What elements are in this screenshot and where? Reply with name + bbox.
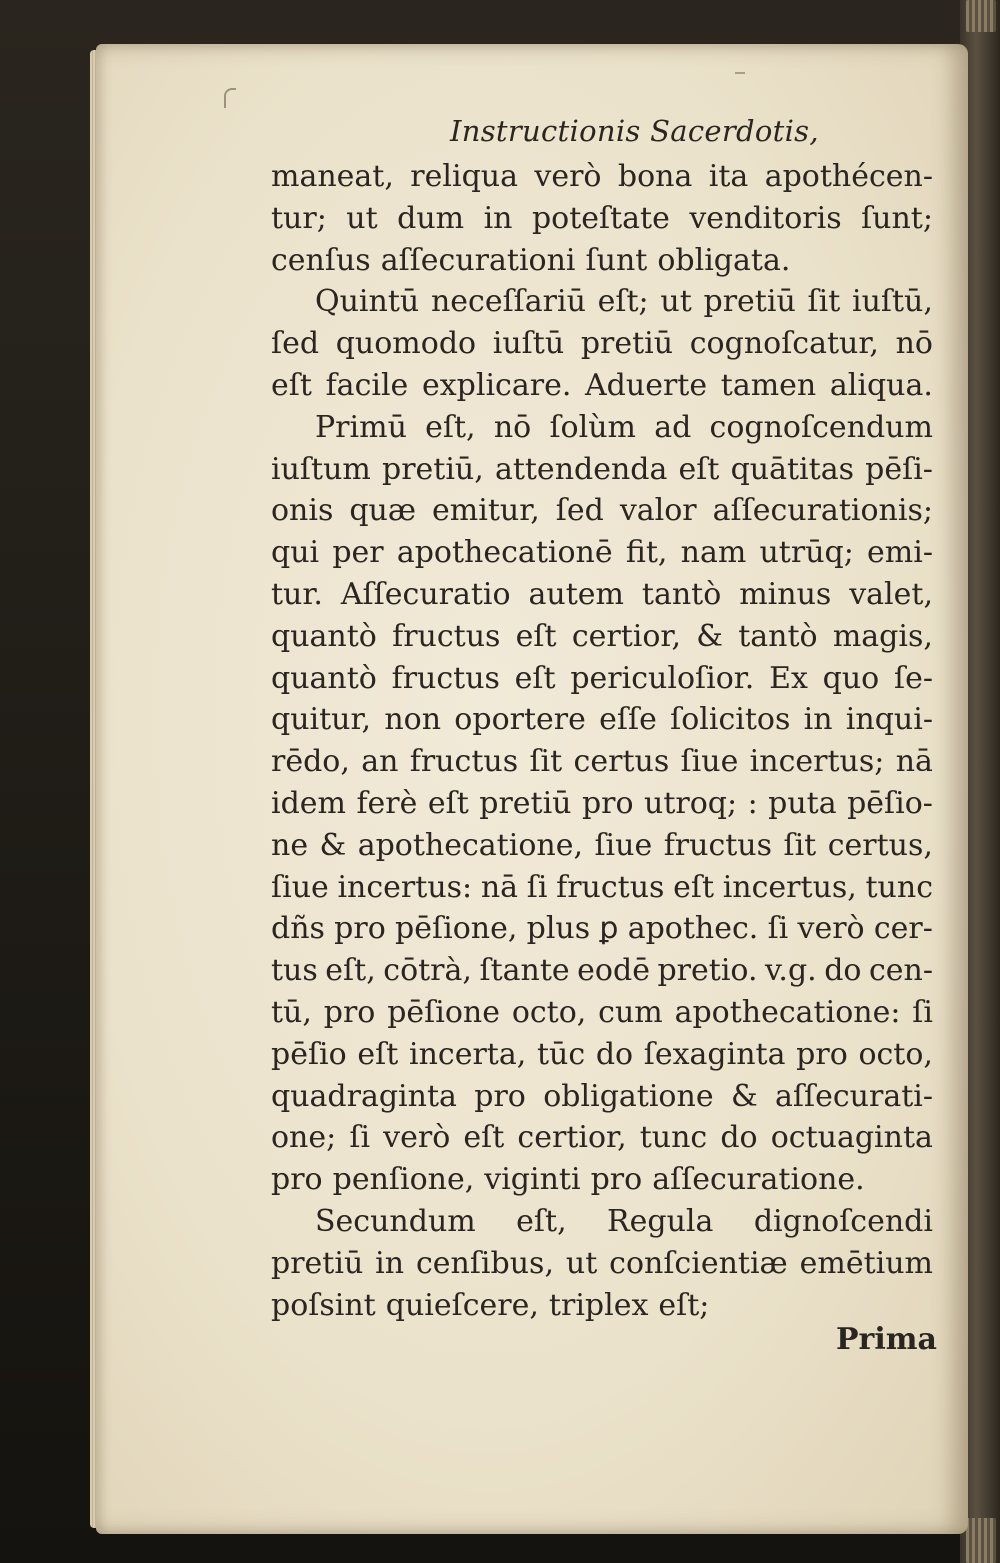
word: in xyxy=(375,1245,405,1281)
word: pro xyxy=(323,994,376,1030)
word: ſolicitos xyxy=(670,702,791,738)
word: cognoſcatur, xyxy=(689,326,879,362)
word: cōtrà, xyxy=(383,953,472,989)
word: cer- xyxy=(873,911,933,947)
word: Regula xyxy=(607,1203,714,1239)
word: ſit xyxy=(529,744,563,780)
word: pro xyxy=(474,1078,526,1114)
word: facile xyxy=(325,367,409,403)
word: ſiue xyxy=(594,827,653,863)
word: eſt xyxy=(514,660,556,696)
word: pretiū, xyxy=(381,451,484,487)
word: Aſſecuratio xyxy=(340,576,511,612)
word: onis xyxy=(271,493,334,529)
word: inqui- xyxy=(845,702,933,738)
word: ut xyxy=(346,200,378,236)
word: octo, xyxy=(858,1036,933,1072)
word: Secundum xyxy=(315,1203,476,1239)
word: ad xyxy=(654,409,692,445)
text-line xyxy=(271,490,933,532)
word: verò xyxy=(797,911,865,947)
word: Aduerte xyxy=(585,367,708,403)
word: eſt, xyxy=(325,953,376,989)
word: oportere xyxy=(454,702,586,738)
word: apothec. xyxy=(627,911,759,947)
word: Ex xyxy=(769,660,808,696)
word: quantò xyxy=(271,660,377,696)
word: per xyxy=(332,535,384,571)
word: pro xyxy=(796,1036,848,1072)
word: eſt xyxy=(463,1120,505,1156)
word: tantò xyxy=(641,576,722,612)
word: ſed xyxy=(271,326,320,362)
word: pro xyxy=(334,911,386,947)
word: octuaginta xyxy=(770,1120,933,1156)
word: eodē xyxy=(577,953,650,989)
word: ſunt; xyxy=(861,200,933,236)
word: non xyxy=(384,702,442,738)
word: incerta, xyxy=(408,1036,527,1072)
word: one; xyxy=(271,1120,337,1156)
text-line xyxy=(271,365,933,407)
word: plus xyxy=(526,911,591,947)
word: cognoſcendum xyxy=(709,409,933,445)
word: ſit xyxy=(807,284,841,320)
word: ſtante xyxy=(479,953,570,989)
word: pretio. xyxy=(657,953,758,989)
word: nā xyxy=(895,744,933,780)
word: eſt, xyxy=(425,409,476,445)
word: an xyxy=(361,744,399,780)
word: eſt xyxy=(673,869,715,905)
page-mark-top-left xyxy=(224,88,236,108)
word: aſſecuratione. xyxy=(652,1162,865,1198)
word: eſt xyxy=(427,785,469,821)
word: eſt xyxy=(357,1036,399,1072)
binding-tie-bottom xyxy=(966,1518,996,1563)
word: bona xyxy=(617,159,693,194)
word: do xyxy=(824,953,862,989)
word: utrūq; xyxy=(759,535,854,571)
word: nā xyxy=(480,869,519,905)
word: apothecationē xyxy=(396,535,613,571)
word: magis, xyxy=(832,618,933,654)
text-line xyxy=(271,1285,933,1327)
word: octo, xyxy=(511,994,587,1030)
word: certus, xyxy=(827,827,933,863)
word: valet, xyxy=(849,576,933,612)
word: ſunt xyxy=(585,242,648,278)
text-line xyxy=(271,281,933,323)
word: neceſſariū xyxy=(430,284,586,320)
word: ſi xyxy=(912,994,933,1030)
word: cenſus xyxy=(271,242,371,278)
word: dñs xyxy=(271,911,325,947)
text-line xyxy=(271,1076,933,1118)
text-line xyxy=(271,1159,933,1201)
word: tus xyxy=(271,953,318,989)
word: v.g. xyxy=(765,953,817,989)
word: tantò xyxy=(738,618,818,654)
text-line xyxy=(271,1243,933,1285)
word: ne xyxy=(271,827,309,863)
word: certior, xyxy=(517,1120,627,1156)
word: tur; xyxy=(271,200,327,236)
text-line xyxy=(271,658,933,700)
word: & xyxy=(696,618,723,654)
word: & xyxy=(730,1078,758,1114)
word: verò xyxy=(383,1120,451,1156)
word: tamen xyxy=(720,367,817,403)
word: penſione, xyxy=(332,1162,475,1198)
word: do xyxy=(720,1120,758,1156)
word: quomodo xyxy=(335,326,477,362)
word: pēſio- xyxy=(847,785,933,821)
word: ſi xyxy=(767,911,789,947)
text-line xyxy=(271,699,933,741)
word: poteſtate xyxy=(531,200,670,236)
word: reliqua xyxy=(410,159,518,194)
word: eſt xyxy=(678,451,720,487)
text-line xyxy=(271,323,933,365)
word: : xyxy=(747,785,758,821)
word: autem xyxy=(528,576,624,612)
word: pretiū xyxy=(271,1245,364,1281)
word: aſſecurationi xyxy=(380,242,576,278)
word: ſexaginta xyxy=(643,1036,786,1072)
word: valor xyxy=(619,493,697,529)
word: aſſecurati- xyxy=(775,1078,933,1114)
word: conſcientiæ xyxy=(609,1245,788,1281)
word: nō xyxy=(895,326,933,362)
text-line xyxy=(271,1201,933,1243)
word: tunc xyxy=(865,869,933,905)
text-line xyxy=(271,449,933,491)
word: explicare. xyxy=(421,367,572,403)
text-line xyxy=(271,741,933,783)
word: fructus xyxy=(391,660,500,696)
word: pretiū xyxy=(479,785,572,821)
word: rēdo, xyxy=(271,744,350,780)
word: obligata. xyxy=(657,242,791,278)
word: cum xyxy=(598,994,663,1030)
word: ſolùm xyxy=(549,409,636,445)
word: fructus xyxy=(556,869,665,905)
running-head: Instructionis Sacerdotis, xyxy=(450,114,819,148)
word: quæ xyxy=(349,493,417,529)
word: fit, xyxy=(625,535,668,571)
word: quadraginta xyxy=(271,1078,457,1114)
word: dignoſcendi xyxy=(753,1203,933,1239)
word: pēſio xyxy=(271,1036,347,1072)
word: periculoſior. xyxy=(570,660,755,696)
word: iuſtum xyxy=(271,451,371,487)
word: pretiū xyxy=(580,326,674,362)
text-line xyxy=(271,574,933,616)
word: pro xyxy=(581,785,634,821)
word: tur. xyxy=(271,576,323,612)
word: pēſi- xyxy=(865,451,933,487)
text-line xyxy=(271,240,933,282)
word: quātitas xyxy=(730,451,854,487)
text-line xyxy=(271,783,933,825)
word: obligatione xyxy=(543,1078,714,1114)
word: ut xyxy=(565,1245,598,1281)
word: ſit xyxy=(783,827,817,863)
word: eſt; xyxy=(597,284,649,320)
word: aſſecurationis; xyxy=(712,493,933,529)
word: poſsint xyxy=(271,1287,376,1323)
word: minus xyxy=(739,576,832,612)
word: nam xyxy=(680,535,747,571)
word: fructus xyxy=(392,618,501,654)
word: tunc xyxy=(639,1120,708,1156)
word: quantò xyxy=(271,618,377,654)
text-line xyxy=(271,156,933,198)
word: pretiū xyxy=(703,284,796,320)
word: emētium xyxy=(799,1245,933,1281)
word: certus xyxy=(573,744,670,780)
word: venditoris xyxy=(689,200,842,236)
word: quieſcere, xyxy=(385,1287,539,1323)
word: apothecatione: xyxy=(674,994,901,1030)
word: ſi xyxy=(526,869,548,905)
word: emitur, xyxy=(432,493,540,529)
word: nō xyxy=(493,409,532,445)
word: dum xyxy=(397,200,465,236)
word: pēſione, xyxy=(395,911,518,947)
word: ſiue xyxy=(680,744,739,780)
text-line xyxy=(271,1034,933,1076)
text-line xyxy=(271,825,933,867)
word: qui xyxy=(271,535,320,571)
text-line xyxy=(271,407,933,449)
word: puta xyxy=(768,785,837,821)
word: apothécen- xyxy=(764,159,933,194)
text-line xyxy=(271,616,933,658)
word: fructus xyxy=(409,744,519,780)
word: pro xyxy=(590,1162,643,1198)
word: ut xyxy=(660,284,692,320)
word: pro xyxy=(271,1162,323,1198)
word: eſt, xyxy=(516,1203,567,1239)
text-line xyxy=(271,950,933,992)
word: ꝑ xyxy=(599,911,619,947)
word: quitur, xyxy=(271,702,372,738)
text-line xyxy=(271,1117,933,1159)
word: viginti xyxy=(484,1162,581,1198)
word: triplex xyxy=(548,1287,649,1323)
word: eſſe xyxy=(599,702,657,738)
binding-tie-top xyxy=(966,0,996,32)
text-line xyxy=(271,908,933,950)
word: ſi xyxy=(349,1120,371,1156)
word: ſiue xyxy=(271,869,329,905)
text-line xyxy=(271,992,933,1034)
catchword: Prima xyxy=(836,1322,937,1357)
word: Primū xyxy=(315,409,407,445)
word: emi- xyxy=(867,535,933,571)
word: eſt; xyxy=(658,1287,710,1323)
word: fructus xyxy=(663,827,773,863)
word: apothecatione, xyxy=(357,827,583,863)
text-line xyxy=(271,198,933,240)
word: iuſtū xyxy=(492,326,565,362)
word: ſe- xyxy=(893,660,933,696)
word: tūc xyxy=(536,1036,586,1072)
word: ita xyxy=(708,159,749,194)
word: pēſione xyxy=(387,994,500,1030)
text-line xyxy=(271,532,933,574)
word: cenſibus, xyxy=(415,1245,554,1281)
word: incertus; xyxy=(749,744,885,780)
text-line xyxy=(271,867,933,909)
word: idem xyxy=(271,785,346,821)
body-text xyxy=(271,156,933,1326)
word: incertus, xyxy=(722,869,857,905)
word: & xyxy=(319,827,347,863)
word: eſt xyxy=(515,618,557,654)
word: utroq; xyxy=(644,785,738,821)
word: in xyxy=(803,702,833,738)
word: attendenda xyxy=(494,451,668,487)
word: verò xyxy=(534,159,602,194)
word: Quintū xyxy=(315,284,420,320)
word: cen- xyxy=(868,953,933,989)
word: do xyxy=(595,1036,634,1072)
word: tū, xyxy=(271,994,312,1030)
word: iuſtū, xyxy=(851,284,933,320)
word: aliqua. xyxy=(829,367,933,403)
word: in xyxy=(483,200,513,236)
word: ferè xyxy=(356,785,418,821)
word: maneat, xyxy=(271,159,394,194)
page-mark-top-right xyxy=(735,72,745,74)
word: quo xyxy=(822,660,880,696)
word: eſt xyxy=(271,367,312,403)
word: certior, xyxy=(571,618,682,654)
word: incertus: xyxy=(337,869,473,905)
word: ſed xyxy=(555,493,604,529)
